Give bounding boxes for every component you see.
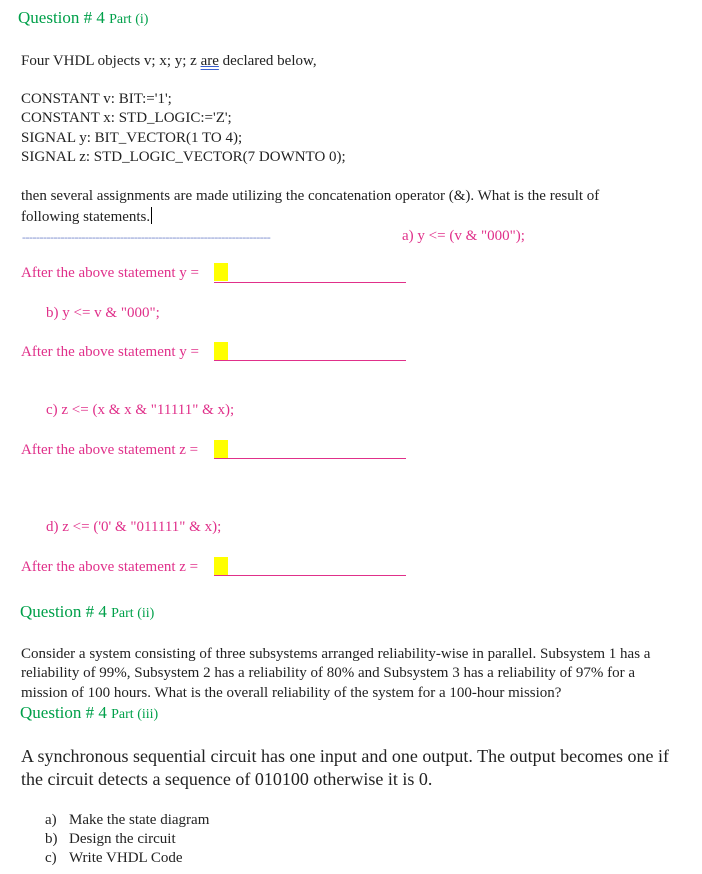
answer-a-highlight[interactable] (214, 263, 228, 281)
question-paragraph-line2-text: following statements. (21, 209, 151, 225)
decl-z: SIGNAL z: STD_LOGIC_VECTOR(7 DOWNTO 0); (21, 149, 346, 165)
list-item-text: Make the state diagram (69, 812, 210, 828)
decl-v: CONSTANT v: BIT:='1'; (21, 91, 172, 107)
part3-heading-part: Part (iii) (111, 707, 159, 722)
answer-a-line[interactable] (214, 282, 406, 283)
part2-heading-part: Part (ii) (111, 606, 155, 621)
part2-line2: reliability of 99%, Subsystem 2 has a reliability of 80% and Subsystem 3 has a reliability of 97% for a (21, 665, 636, 681)
intro-text-b: declared below, (218, 53, 317, 69)
after-statement-c: After the above statement z = (21, 442, 199, 458)
statement-b: b) y <= v & "000"; (46, 305, 160, 321)
part2-heading-text: Question # 4 (20, 602, 112, 621)
decl-y: SIGNAL y: BIT_VECTOR(1 TO 4); (21, 130, 243, 146)
intro-text-a: Four VHDL objects v; x; y; z (21, 53, 201, 69)
answer-d-highlight[interactable] (214, 557, 228, 575)
list-item-text: Design the circuit (69, 831, 176, 847)
statement-a: a) y <= (v & "000"); (402, 228, 525, 244)
part3-heading (20, 703, 158, 723)
list-item-text: Write VHDL Code (69, 850, 183, 866)
after-statement-a: After the above statement y = (21, 265, 199, 281)
part1-heading (18, 8, 148, 28)
part1-heading-part: Part (i) (109, 12, 149, 27)
part2-line3: mission of 100 hours. What is the overall reliability of the system for a 100-hour mission? (21, 685, 562, 701)
dashed-separator: ----------------------------------------------------------------------- (22, 230, 271, 244)
after-statement-b: After the above statement y = (21, 344, 199, 360)
part2-line1: Consider a system consisting of three subsystems arranged reliability-wise in parallel. Subsystem 1 has a (21, 646, 651, 662)
list-item-label: c) (45, 850, 57, 866)
part3-line1: A synchronous sequential circuit has one input and one output. The output becomes one if (21, 746, 670, 766)
part1-heading-text: Question # 4 (18, 8, 110, 27)
statement-d: d) z <= ('0' & "011111" & x); (46, 519, 222, 535)
list-item (45, 849, 209, 868)
list-item-label: b) (45, 831, 58, 847)
part3-heading-text: Question # 4 (20, 703, 112, 722)
list-item (45, 811, 209, 830)
part2-heading (20, 602, 154, 622)
list-item (45, 830, 209, 849)
answer-b-highlight[interactable] (214, 342, 228, 360)
answer-c-line[interactable] (214, 458, 406, 459)
intro-text (21, 52, 317, 71)
statement-c: c) z <= (x & x & "11111" & x); (46, 402, 235, 418)
question-paragraph-line1: then several assignments are made utilizing the concatenation operator (&). What is the result of (21, 188, 600, 204)
question-paragraph-line2 (21, 207, 152, 227)
intro-text-are: are (200, 53, 219, 69)
text-cursor (151, 207, 152, 224)
part3-task-list (45, 811, 209, 868)
part3-line2: the circuit detects a sequence of 010100 otherwise it is 0. (21, 769, 433, 789)
answer-c-highlight[interactable] (214, 440, 228, 458)
decl-x: CONSTANT x: STD_LOGIC:='Z'; (21, 110, 232, 126)
answer-d-line[interactable] (214, 575, 406, 576)
after-statement-d: After the above statement z = (21, 559, 199, 575)
list-item-label: a) (45, 812, 57, 828)
answer-b-line[interactable] (214, 360, 406, 361)
